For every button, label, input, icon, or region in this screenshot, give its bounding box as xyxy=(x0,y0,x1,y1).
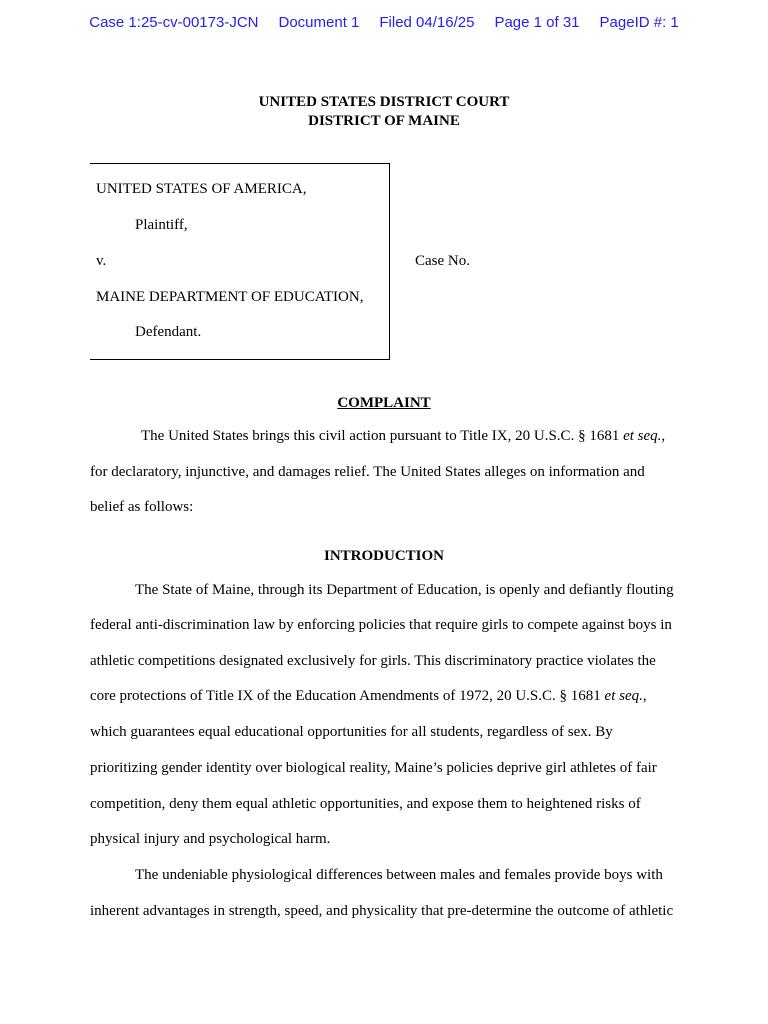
court-district: DISTRICT OF MAINE xyxy=(308,113,460,129)
court-name: UNITED STATES DISTRICT COURT xyxy=(258,94,510,110)
complaint-line-1-text: The United States brings this civil action pursuant to Title IX, 20 U.S.C. § 1681 xyxy=(141,428,624,444)
intro-p1-line-7: competition, deny them equal athletic opportunities, and expose them to heightened risks of xyxy=(90,796,641,812)
complaint-title: COMPLAINT xyxy=(337,395,431,411)
introduction-title: INTRODUCTION xyxy=(323,548,444,564)
complaint-line-1-comma: , xyxy=(661,428,666,444)
case-number: Case 1:25-cv-00173-JCN xyxy=(89,14,259,31)
intro-p2-line-1: The undeniable physiological differences between males and females provide boys with xyxy=(135,867,663,883)
intro-p1-line-4-comma: , xyxy=(642,688,647,704)
intro-p1-line-5: which guarantees equal educational opportunities for all students, regardless of sex. By xyxy=(90,724,613,740)
complaint-line-2: for declaratory, injunctive, and damages relief. The United States alleges on information and xyxy=(90,464,645,480)
intro-p1-line-3: athletic competitions designated exclusively for girls. This discriminatory practice violates the xyxy=(90,653,656,669)
et-seq-italic: et seq. xyxy=(604,688,643,704)
court-heading xyxy=(0,93,768,131)
intro-p1-line-4 xyxy=(90,688,647,705)
filed-date: Filed 04/16/25 xyxy=(379,14,475,31)
plaintiff-role: Plaintiff, xyxy=(135,217,188,233)
intro-p1-line-6: prioritizing gender identity over biological reality, Maine’s policies deprive girl athletes of fair xyxy=(90,760,657,776)
page-id: PageID #: 1 xyxy=(599,14,679,31)
defendant-name: MAINE DEPARTMENT OF EDUCATION, xyxy=(96,289,364,305)
intro-p1-line-1: The State of Maine, through its Department of Education, is openly and defiantly flouting xyxy=(135,582,674,598)
versus: v. xyxy=(96,253,107,269)
plaintiff-name: UNITED STATES OF AMERICA, xyxy=(96,181,307,197)
intro-p1-line-2: federal anti-discrimination law by enforcing policies that require girls to compete against boys in xyxy=(90,617,672,633)
intro-p1-line-4-text: core protections of Title IX of the Education Amendments of 1972, 20 U.S.C. § 1681 xyxy=(90,688,605,704)
page-indicator: Page 1 of 31 xyxy=(494,14,580,31)
defendant-role: Defendant. xyxy=(135,324,202,340)
document-number: Document 1 xyxy=(278,14,360,31)
complaint-line-1 xyxy=(141,428,665,445)
complaint-line-3: belief as follows: xyxy=(90,499,194,515)
et-seq-italic: et seq. xyxy=(623,428,662,444)
case-no-label: Case No. xyxy=(415,253,470,269)
ecf-header xyxy=(0,14,768,31)
intro-p2-line-2: inherent advantages in strength, speed, and physicality that pre-determine the outcome of athletic xyxy=(90,903,674,919)
intro-p1-line-8: physical injury and psychological harm. xyxy=(90,831,331,847)
